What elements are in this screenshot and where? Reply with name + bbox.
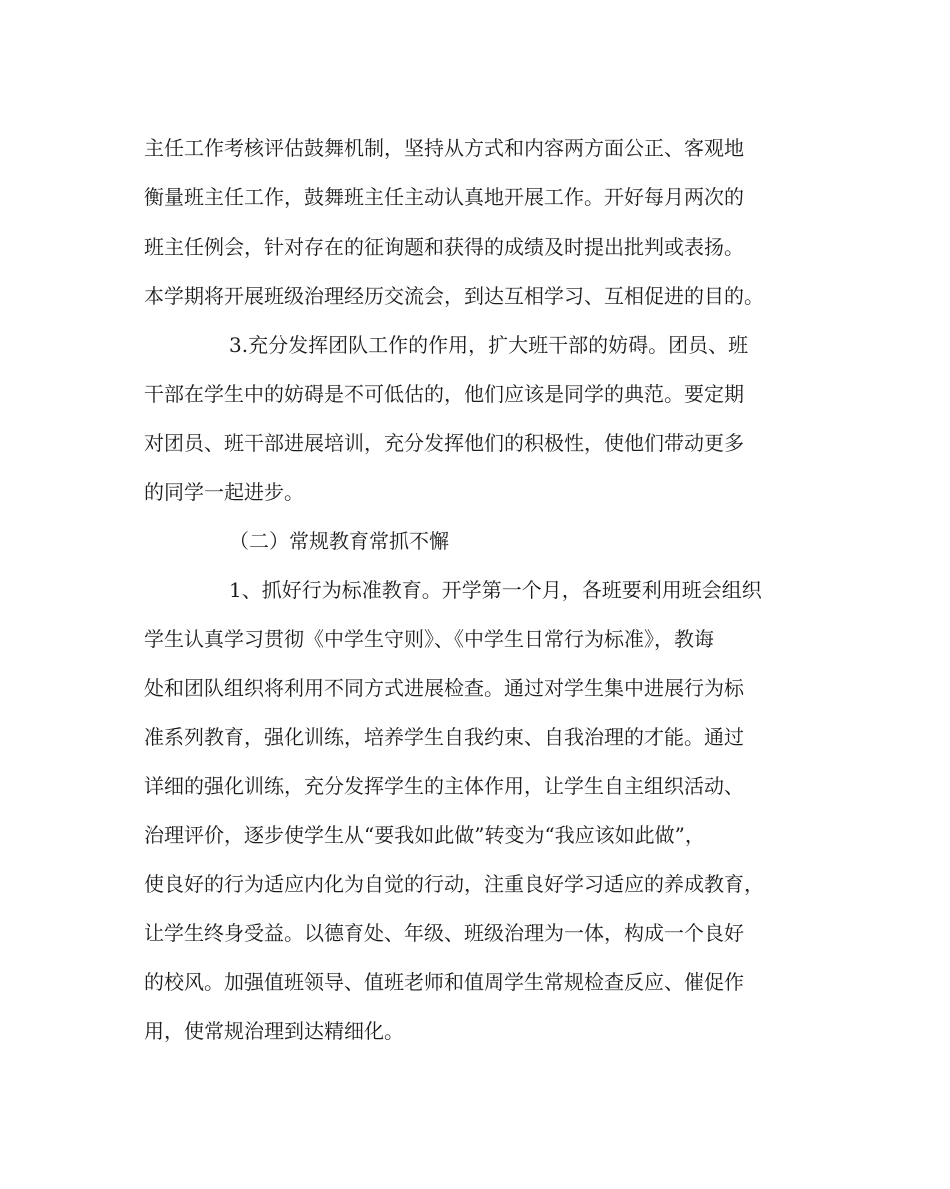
paragraph-line: 用，使常规治理到达精细化。 <box>144 1019 404 1043</box>
paragraph-line: 对团员、班干部进展培训，充分发挥他们的积极性，使他们带动更多 <box>144 431 744 455</box>
paragraph-line: 主任工作考核评估鼓舞机制，坚持从方式和内容两方面公正、客观地 <box>144 136 744 160</box>
paragraph-line: 详细的强化训练，充分发挥学生的主体作用，让学生自主组织活动、 <box>144 774 744 798</box>
paragraph-line: 准系列教育，强化训练，培养学生自我约束、自我治理的才能。通过 <box>144 725 744 749</box>
paragraph-line: 的同学一起进步。 <box>144 480 304 504</box>
paragraph-line: 治理评价，逐步使学生从“要我如此做”转变为“我应该如此做”， <box>144 823 705 847</box>
paragraph-line: 衡量班主任工作，鼓舞班主任主动认真地开展工作。开好每月两次的 <box>144 185 744 209</box>
paragraph-line: 1、抓好行为标准教育。开学第一个月，各班要利用班会组织 <box>229 578 762 602</box>
paragraph-line: 本学期将开展班级治理经历交流会，到达互相学习、互相促进的目的。 <box>144 284 764 308</box>
paragraph-line: 处和团队组织将利用不同方式进展检查。通过对学生集中进展行为标 <box>144 676 744 700</box>
paragraph-line: 的校风。加强值班领导、值班老师和值周学生常规检查反应、催促作 <box>144 970 744 994</box>
paragraph-line: 班主任例会，针对存在的征询题和获得的成绩及时提出批判或表扬。 <box>144 235 744 259</box>
paragraph-line: 使良好的行为适应内化为自觉的行动，注重良好学习适应的养成教育， <box>144 872 764 896</box>
paragraph-line: 学生认真学习贯彻《中学生守则》、《中学生日常行为标准》，教诲 <box>144 627 714 651</box>
paragraph-line: 干部在学生中的妨碍是不可低估的，他们应该是同学的典范。要定期 <box>144 382 744 406</box>
section-heading: （二）常规教育常抓不懈 <box>229 529 449 553</box>
paragraph-line: 3.充分发挥团队工作的作用，扩大班干部的妨碍。团员、班 <box>229 333 749 357</box>
paragraph-line: 让学生终身受益。以德育处、年级、班级治理为一体，构成一个良好 <box>144 921 744 945</box>
